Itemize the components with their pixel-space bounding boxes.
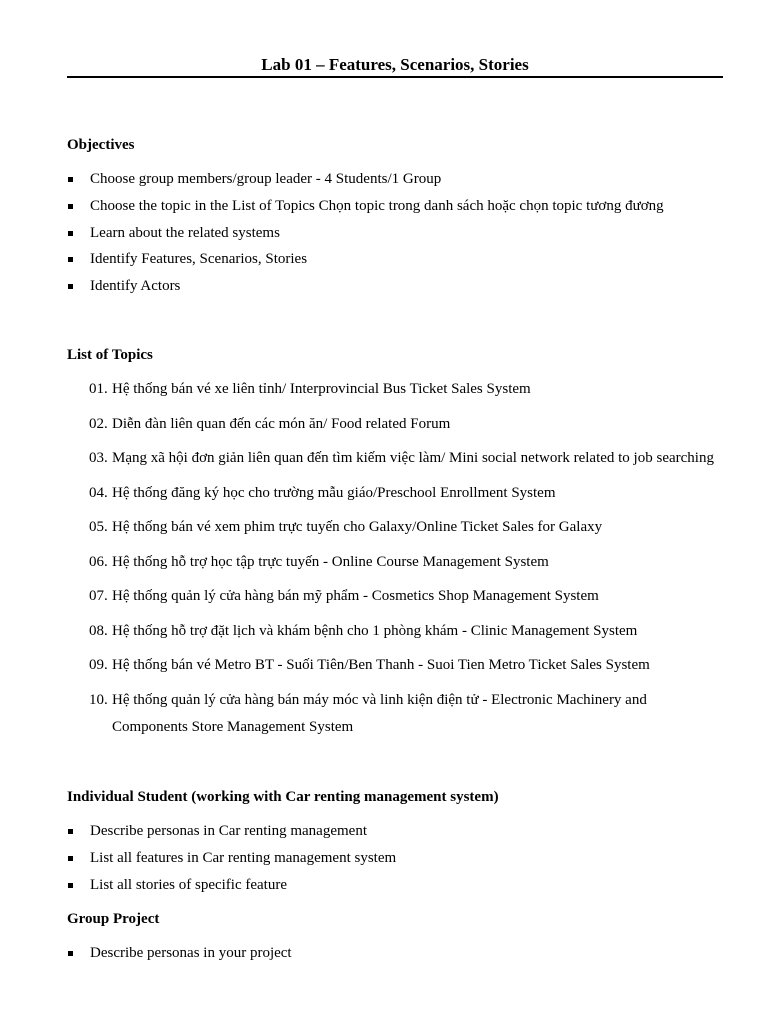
group-list [67, 943, 723, 963]
list-item: Describe personas in Car renting management [67, 821, 723, 841]
document-title: Lab 01 – Features, Scenarios, Stories [261, 55, 529, 74]
list-item: List all features in Car renting management system [67, 848, 723, 868]
topic-item: 09. Hệ thống bán vé Metro BT - Suối Tiên/Ben Thanh - Suoi Tien Metro Ticket Sales System [89, 657, 650, 673]
topic-item: 01. Hệ thống bán vé xe liên tỉnh/ Interprovincial Bus Ticket Sales System [89, 381, 531, 397]
square-bullet-icon [68, 829, 73, 834]
topic-item: 03. Mạng xã hội đơn giản liên quan đến tìm kiếm việc làm/ Mini social network related to job searching [89, 450, 714, 466]
title-underline [67, 76, 723, 78]
list-item: List all stories of specific feature [67, 875, 723, 895]
list-item: Identify Actors [67, 276, 723, 296]
topic-item: 06. Hệ thống hỗ trợ học tập trực tuyến - Online Course Management System [89, 553, 549, 570]
topic-item: 02. Diễn đàn liên quan đến các món ăn/ Food related Forum [89, 415, 451, 432]
square-bullet-icon [68, 177, 73, 182]
list-item: Identify Features, Scenarios, Stories [67, 249, 723, 269]
individual-heading: Individual Student (working with Car renting management system) [67, 789, 499, 805]
objectives-heading: Objectives [67, 137, 135, 153]
list-item: Choose group members/group leader - 4 Students/1 Group [67, 169, 723, 189]
list-item: Choose the topic in the List of Topics Chọn topic trong danh sách hoặc chọn topic tương đương [67, 196, 723, 216]
objectives-list [67, 169, 723, 296]
topic-item: 04. Hệ thống đăng ký học cho trường mẫu giáo/Preschool Enrollment System [89, 484, 556, 501]
square-bullet-icon [68, 883, 73, 888]
square-bullet-icon [68, 284, 73, 289]
individual-list [67, 821, 723, 895]
square-bullet-icon [68, 856, 73, 861]
list-item: Describe personas in your project [67, 943, 723, 963]
square-bullet-icon [68, 951, 73, 956]
topic-item: 10. Hệ thống quản lý cửa hàng bán máy móc và linh kiện điện tử - Electronic Machinery and Components Store Management System [89, 691, 647, 735]
list-item: Learn about the related systems [67, 223, 723, 243]
topics-list [67, 376, 723, 748]
square-bullet-icon [68, 231, 73, 236]
topics-heading: List of Topics [67, 347, 153, 363]
group-heading: Group Project [67, 911, 160, 927]
square-bullet-icon [68, 257, 73, 262]
square-bullet-icon [68, 204, 73, 209]
topic-item: 08. Hệ thống hỗ trợ đặt lịch và khám bệnh cho 1 phòng khám - Clinic Management System [89, 622, 638, 639]
topic-item: 05. Hệ thống bán vé xem phim trực tuyến cho Galaxy/Online Ticket Sales for Galaxy [89, 519, 603, 535]
topic-item: 07. Hệ thống quản lý cửa hàng bán mỹ phẩm - Cosmetics Shop Management System [89, 588, 599, 604]
